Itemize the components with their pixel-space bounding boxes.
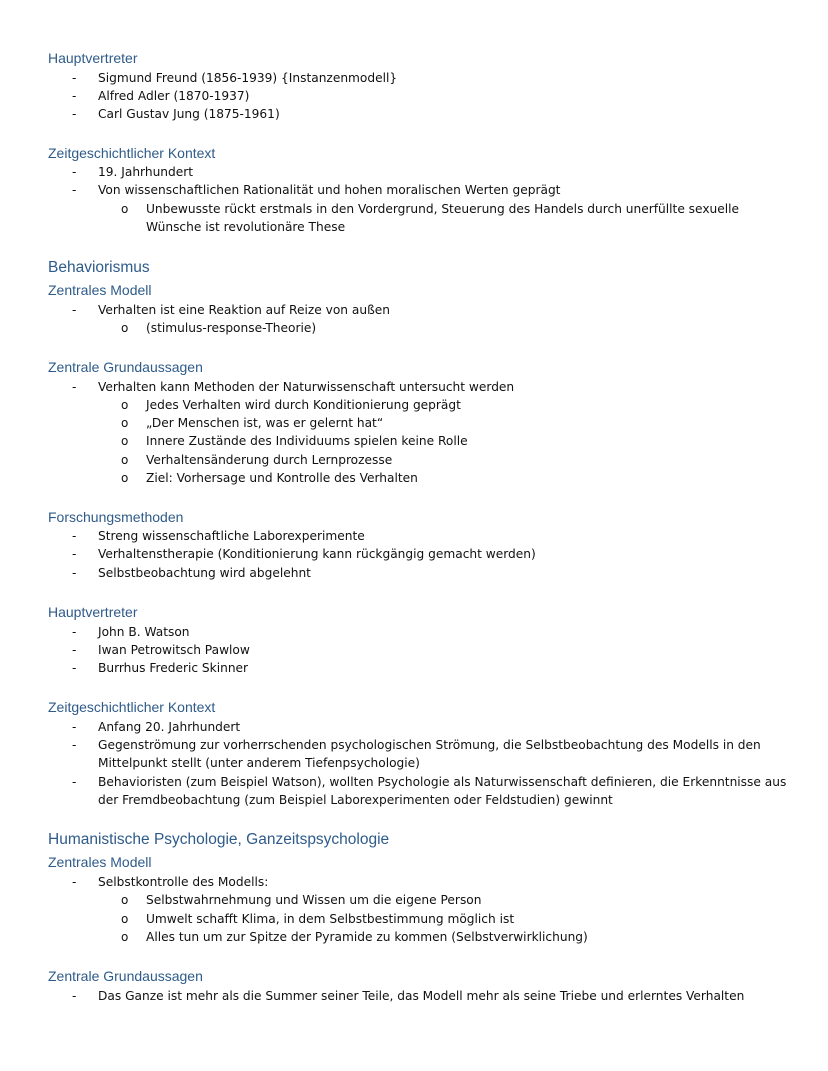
dash-bullet: - xyxy=(72,566,77,580)
sub-list-item: Unbewusste rückt erstmals in den Vordergrund, Steuerung des Handels durch unerfüllte sexuelle xyxy=(146,202,740,216)
list-item: Behavioristen (zum Beispiel Watson), wollten Psychologie als Naturwissenschaft definieren, die Erkenntnisse aus xyxy=(98,775,787,789)
dash-bullet: - xyxy=(72,738,77,752)
sub-list-item: Innere Zustände des Individuums spielen keine Rolle xyxy=(146,434,468,448)
dash-bullet: - xyxy=(72,661,77,675)
circle-bullet: o xyxy=(121,398,129,412)
list-item: Burrhus Frederic Skinner xyxy=(98,661,249,675)
list-item-continuation: der Fremdbeobachtung (zum Beispiel Laborexperimenten oder Feldstudien) gewinnt xyxy=(98,793,613,807)
dash-bullet: - xyxy=(72,71,77,85)
circle-bullet: o xyxy=(121,471,129,485)
dash-bullet: - xyxy=(72,720,77,734)
circle-bullet: o xyxy=(121,202,129,216)
circle-bullet: o xyxy=(121,416,129,430)
heading-zentrale-grundaussagen-humanistisch: Zentrale Grundaussagen xyxy=(48,968,203,984)
list-item-continuation: Mittelpunkt stellt (unter anderem Tiefenpsychologie) xyxy=(98,756,420,770)
heading-kontext-psychoanalyse: Zeitgeschichtlicher Kontext xyxy=(48,145,216,161)
sub-list-item: Jedes Verhalten wird durch Konditionierung geprägt xyxy=(146,398,461,412)
dash-bullet: - xyxy=(72,107,77,121)
sub-list-item: Alles tun um zur Spitze der Pyramide zu kommen (Selbstverwirklichung) xyxy=(146,930,588,944)
list-item: Alfred Adler (1870-1937) xyxy=(98,89,250,103)
list-item: Das Ganze ist mehr als die Summer seiner Teile, das Modell mehr als seine Triebe und erlerntes Verhalten xyxy=(98,989,745,1003)
heading-zentrales-modell: Zentrales Modell xyxy=(48,282,152,298)
section-title-humanistische-psychologie: Humanistische Psychologie, Ganzeitspsychologie xyxy=(48,831,390,848)
list-item: Selbstkontrolle des Modells: xyxy=(98,875,269,889)
section-title-behaviorismus: Behaviorismus xyxy=(48,259,150,276)
heading-hauptvertreter-behaviorismus: Hauptvertreter xyxy=(48,604,138,620)
circle-bullet: o xyxy=(121,321,129,335)
dash-bullet: - xyxy=(72,989,77,1003)
dash-bullet: - xyxy=(72,775,77,789)
dash-bullet: - xyxy=(72,547,77,561)
sub-list-item: (stimulus-response-Theorie) xyxy=(146,321,317,335)
dash-bullet: - xyxy=(72,625,77,639)
list-item: Gegenströmung zur vorherrschenden psychologischen Strömung, die Selbstbeobachtung des Modells in den xyxy=(98,738,761,752)
list-item: Verhalten kann Methoden der Naturwissenschaft untersucht werden xyxy=(98,380,515,394)
heading-kontext-behaviorismus: Zeitgeschichtlicher Kontext xyxy=(48,699,216,715)
dash-bullet: - xyxy=(72,183,77,197)
heading-hauptvertreter-psychoanalyse: Hauptvertreter xyxy=(48,50,138,66)
dash-bullet: - xyxy=(72,529,77,543)
dash-bullet: - xyxy=(72,380,77,394)
list-item: Anfang 20. Jahrhundert xyxy=(98,720,241,734)
heading-forschungsmethoden: Forschungsmethoden xyxy=(48,509,184,525)
list-item: 19. Jahrhundert xyxy=(98,165,194,179)
sub-list-item: Selbstwahrnehmung und Wissen um die eigene Person xyxy=(146,893,482,907)
dash-bullet: - xyxy=(72,643,77,657)
heading-zentrale-grundaussagen: Zentrale Grundaussagen xyxy=(48,359,203,375)
list-item: Sigmund Freund (1856-1939) {Instanzenmodell} xyxy=(98,71,398,85)
list-item: Carl Gustav Jung (1875-1961) xyxy=(98,107,280,121)
dash-bullet: - xyxy=(72,165,77,179)
list-item: Von wissenschaftlichen Rationalität und hohen moralischen Werten geprägt xyxy=(98,183,561,197)
circle-bullet: o xyxy=(121,912,129,926)
heading-zentrales-modell-humanistisch: Zentrales Modell xyxy=(48,854,152,870)
circle-bullet: o xyxy=(121,930,129,944)
dash-bullet: - xyxy=(72,89,77,103)
list-item: Iwan Petrowitsch Pawlow xyxy=(98,643,250,657)
list-item: Verhalten ist eine Reaktion auf Reize von außen xyxy=(98,303,390,317)
sub-list-item: Verhaltensänderung durch Lernprozesse xyxy=(146,453,393,467)
list-item: Verhaltenstherapie (Konditionierung kann rückgängig gemacht werden) xyxy=(98,547,536,561)
sub-list-item: Ziel: Vorhersage und Kontrolle des Verhalten xyxy=(146,471,418,485)
circle-bullet: o xyxy=(121,453,129,467)
list-item: John B. Watson xyxy=(98,625,190,639)
dash-bullet: - xyxy=(72,303,77,317)
list-item: Streng wissenschaftliche Laborexperimente xyxy=(98,529,365,543)
list-item: Selbstbeobachtung wird abgelehnt xyxy=(98,566,311,580)
sub-list-item: „Der Menschen ist, was er gelernt hat“ xyxy=(146,416,384,430)
dash-bullet: - xyxy=(72,875,77,889)
sub-list-item: Umwelt schafft Klima, in dem Selbstbestimmung möglich ist xyxy=(146,912,515,926)
circle-bullet: o xyxy=(121,893,129,907)
sub-list-item-continuation: Wünsche ist revolutionäre These xyxy=(146,220,346,234)
circle-bullet: o xyxy=(121,434,129,448)
